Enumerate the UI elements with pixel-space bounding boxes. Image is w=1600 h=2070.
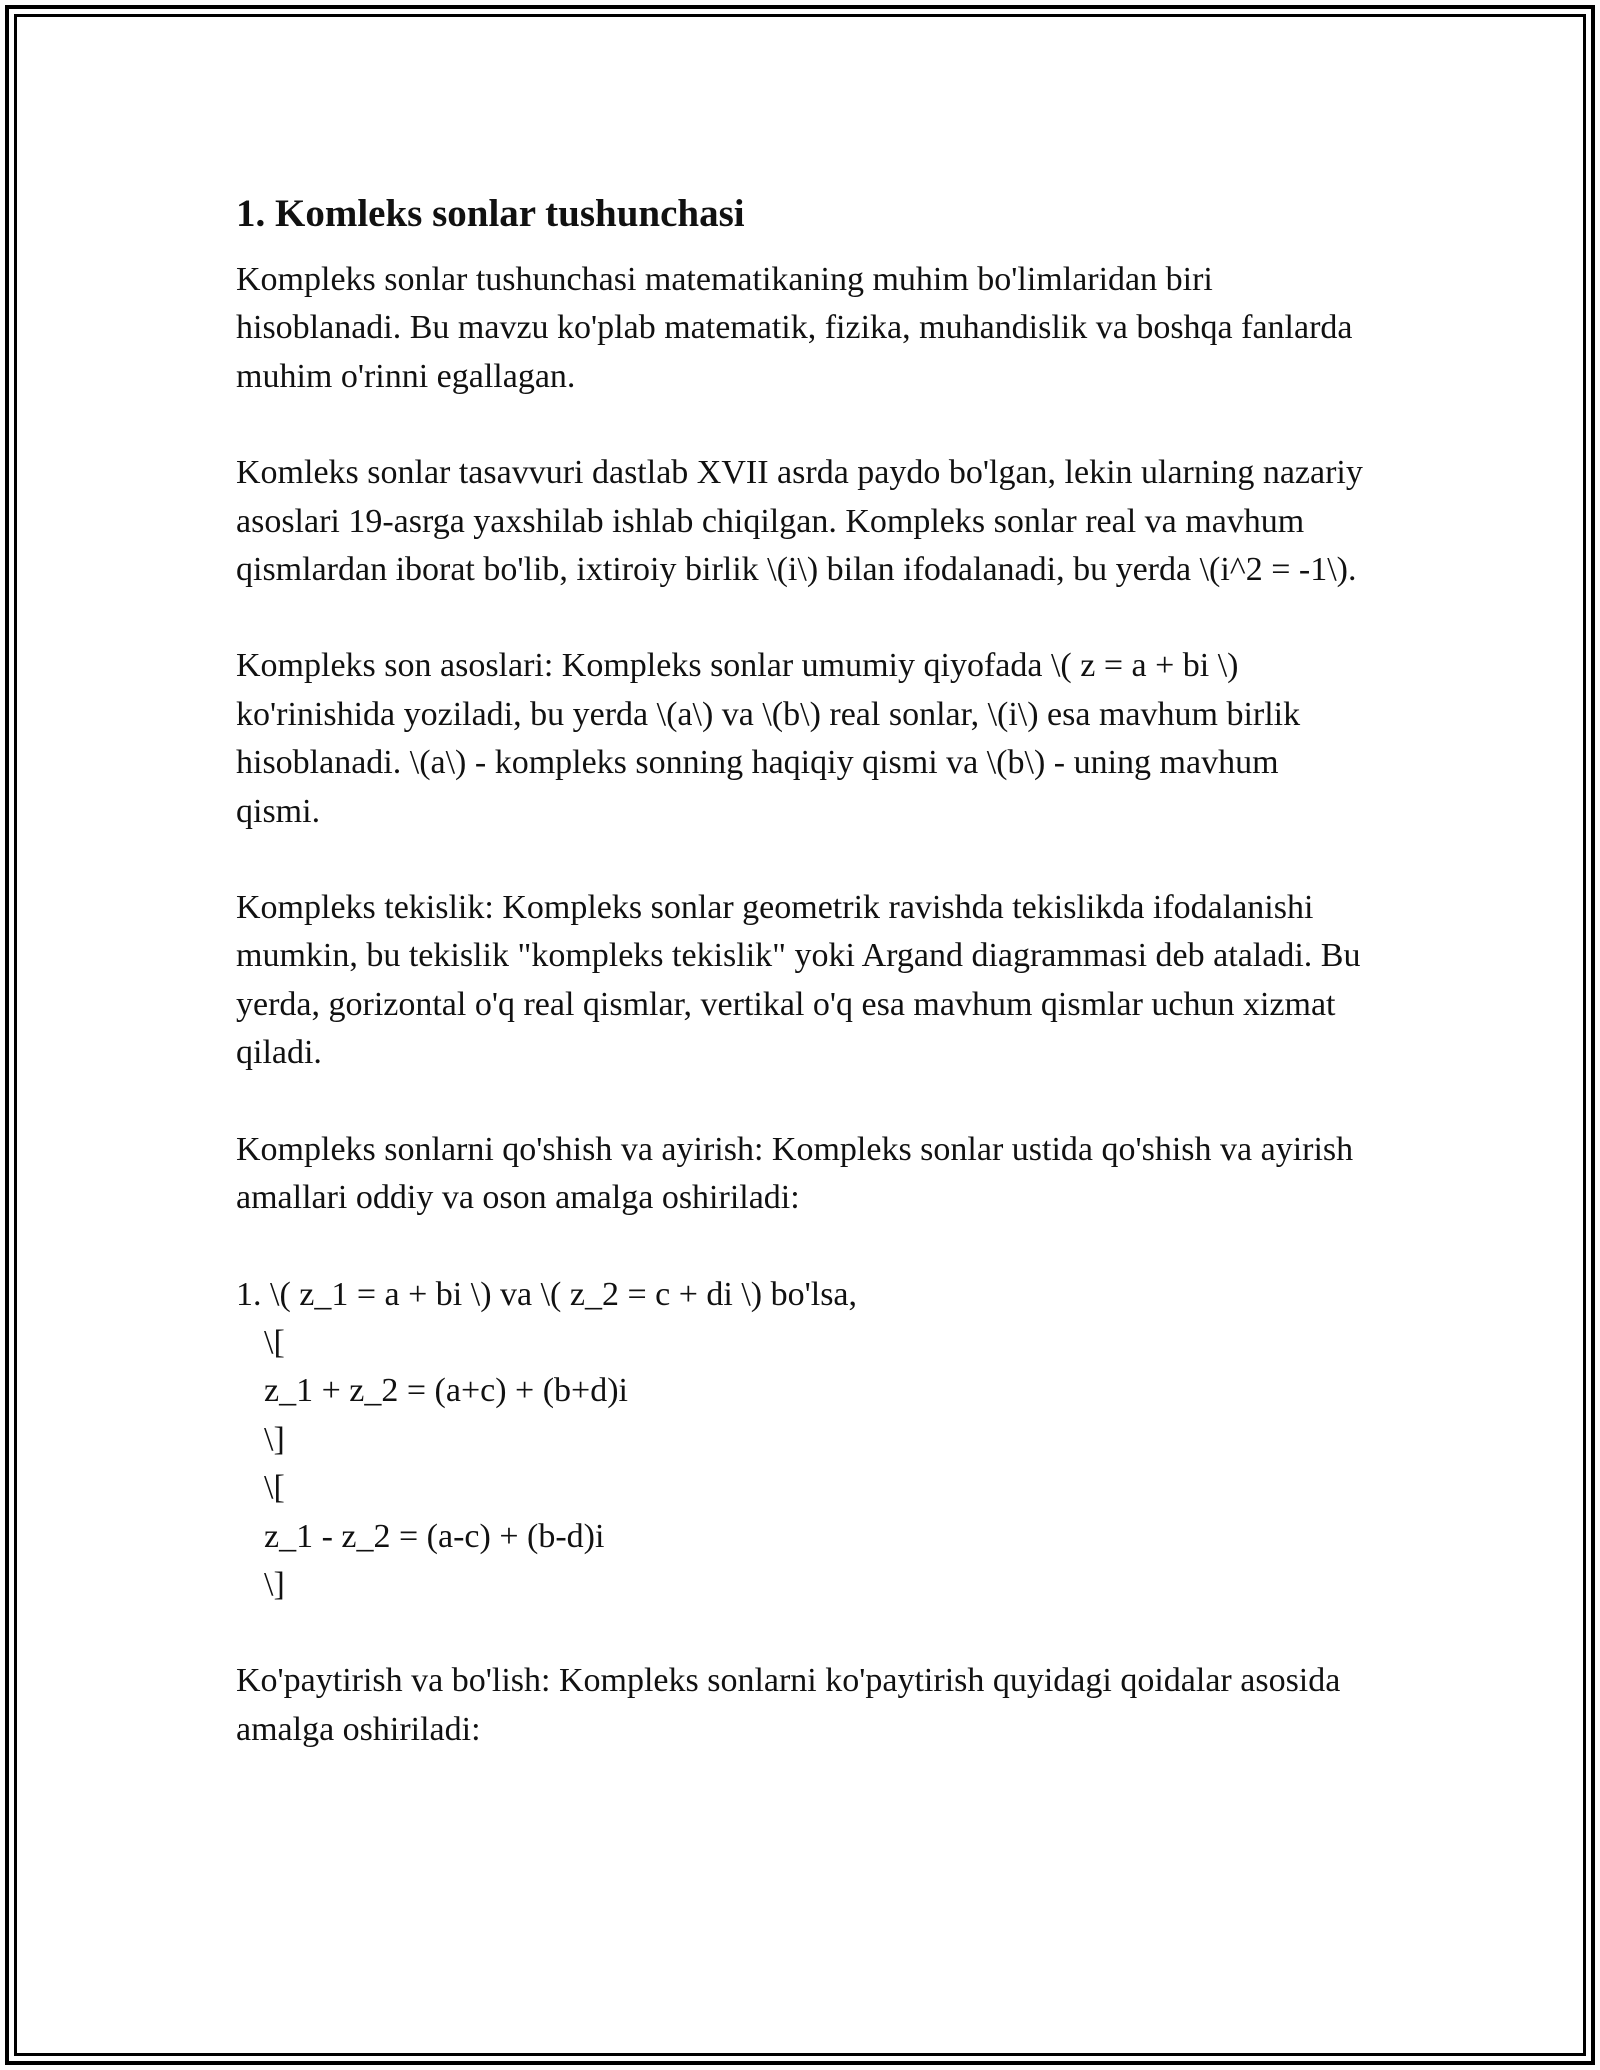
paragraph-addition-subtraction: Kompleks sonlarni qo'shish va ayirish: Kompleks sonlar ustida qo'shish va ayirish amallari oddiy va oson amalga oshiriladi:	[236, 1130, 1354, 1217]
section-heading: 1. Komleks sonlar tushunchasi	[236, 192, 745, 235]
formula-line: \]	[264, 1420, 285, 1458]
paragraph-multiplication-division: Ko'paytirish va bo'lish: Kompleks sonlarni ko'paytirish quyidagi qoidalar asosida amalga oshiriladi:	[236, 1662, 1341, 1748]
formula-line: \[	[264, 1469, 285, 1507]
formula-line: \]	[264, 1565, 285, 1603]
paragraph-basics: Kompleks son asoslari: Kompleks sonlar umumiy qiyofada \( z = a + bi \) ko'rinishida yoziladi, bu yerda \(a\) va \(b\) real sonlar, \(i\) esa mavhum birlik hisoblanadi. \(a\) - kompleks sonning haqiqiy qismi va \(b\) - uning mavhum qismi.	[236, 647, 1301, 830]
formula-line: z_1 - z_2 = (a-c) + (b-d)i	[264, 1517, 605, 1555]
formula-line: z_1 + z_2 = (a+c) + (b+d)i	[264, 1372, 628, 1410]
paragraph-intro: Kompleks sonlar tushunchasi matematikaning muhim bo'limlaridan biri hisoblanadi. Bu mavzu ko'plab matematik, fizika, muhandislik va boshqa fanlarda muhim o'rinni egallagan.	[236, 261, 1353, 395]
formula-line: \[	[264, 1323, 285, 1361]
document-body	[236, 186, 1366, 1754]
formula-block	[236, 1271, 1366, 1610]
paragraph-complex-plane: Kompleks tekislik: Kompleks sonlar geometrik ravishda tekislikda ifodalanishi mumkin, bu tekislik "kompleks tekislik" yoki Argand diagrammasi deb ataladi. Bu yerda, gorizontal o'q real qismlar, vertikal o'q esa mavhum qismlar uchun xizmat qiladi.	[236, 889, 1361, 1072]
paragraph-history: Komleks sonlar tasavvuri dastlab XVII asrda paydo bo'lgan, lekin ularning nazariy asoslari 19-asrga yaxshilab ishlab chiqilgan. Kompleks sonlar real va mavhum qismlardan iborat bo'lib, ixtiroiy birlik \(i\) bilan ifodalanadi, bu yerda \(i^2 = -1\).	[236, 454, 1363, 589]
formula-intro: 1. \( z_1 = a + bi \) va \( z_2 = c + di \) bo'lsa,	[236, 1275, 858, 1313]
